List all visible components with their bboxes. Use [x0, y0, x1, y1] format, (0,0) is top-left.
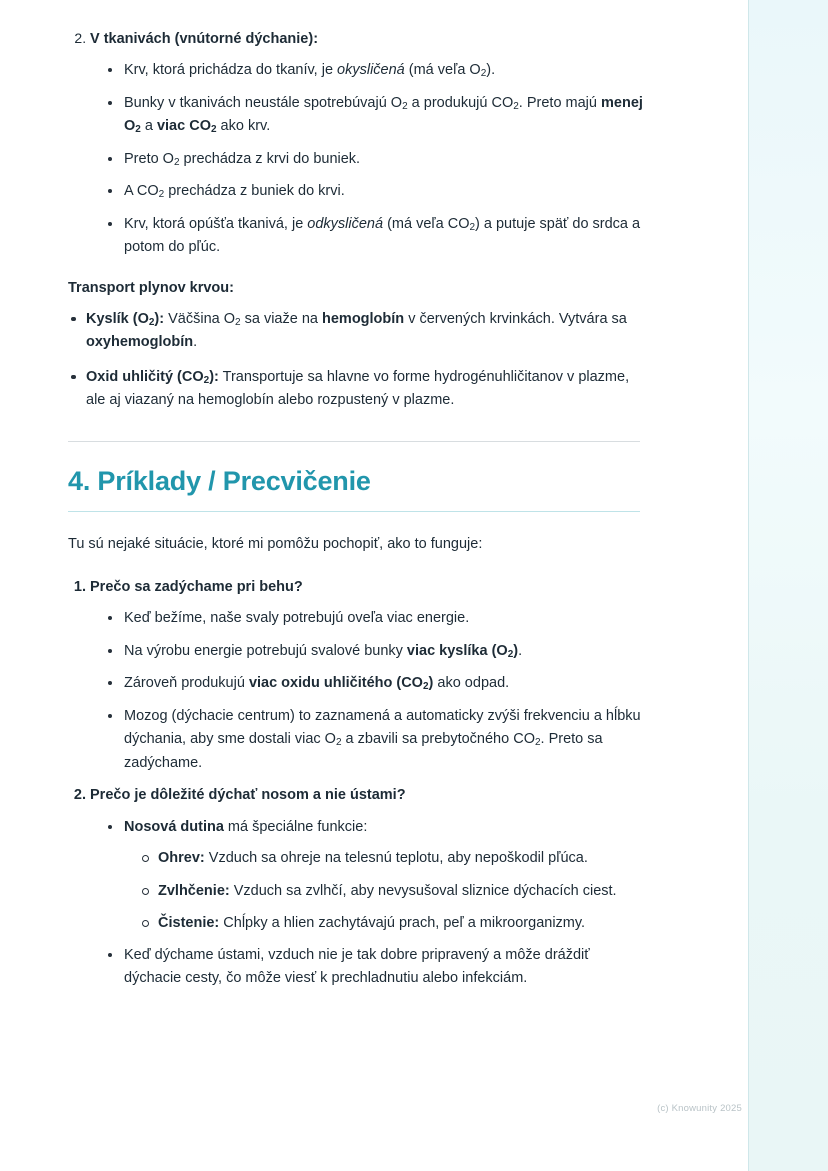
page-side-gradient [748, 0, 828, 1171]
text-run: . Preto sa zadýchame. [124, 731, 603, 771]
text-run: . [193, 334, 198, 351]
copyright-note: (c) Knowunity 2025 [657, 1103, 742, 1114]
text-run: 2 [480, 68, 487, 80]
example-item [90, 784, 648, 990]
text-run: okysličená [337, 62, 405, 79]
text-run: v červených krvinkách. Vytvára sa [404, 310, 627, 327]
text-run: 2 [534, 737, 541, 749]
text-run: 2 [235, 316, 241, 328]
text-run: 2 [422, 681, 429, 693]
text-run: Ohrev: [158, 850, 205, 867]
text-run: Na výrobu energie potrebujú svalové bunky [124, 642, 407, 659]
example-bullet-list [90, 816, 648, 991]
text-run: A CO [124, 183, 159, 200]
list-item [108, 180, 648, 203]
text-run: ) a putuje späť do srdca a potom do pľúc. [124, 215, 641, 256]
text-run: (má veľa CO [383, 215, 470, 232]
text-run: Čistenie: [158, 914, 220, 931]
text-run: 2 [469, 221, 476, 233]
text-run: 2 [203, 374, 210, 386]
text-run: Vzduch sa ohreje na telesnú teplotu, aby nepoškodil pľúca. [204, 850, 588, 867]
text-run: prechádza z buniek do krvi. [164, 183, 345, 200]
text-run: . [518, 642, 523, 659]
list-item [108, 148, 648, 171]
list-item [68, 308, 648, 355]
text-run: hemoglobín [322, 310, 405, 327]
text-run: viac kyslíka (O [406, 642, 508, 659]
example-title: Prečo je dôležité dýchať nosom a nie ústami? [90, 787, 406, 804]
text-run: 2 [335, 737, 342, 749]
list-item [108, 59, 648, 82]
text-run: 2 [402, 100, 408, 112]
text-run: Nosová dutina [124, 818, 224, 835]
text-run: 2 [173, 156, 180, 168]
text-run: 2 [135, 124, 141, 136]
text-run: sa viaže na [240, 310, 322, 327]
nested-bullet-list [124, 847, 648, 935]
text-run: Mozog (dýchacie centrum) to zaznamená a automaticky zvýši frekvenciu a hĺbku dýchania, aby sme dostali viac O [124, 707, 641, 748]
nested-list-item [142, 847, 648, 870]
text-run: má špeciálne funkcie: [223, 818, 368, 835]
list-item [108, 672, 648, 695]
text-run: Chĺpky a hlien zachytávajú prach, peľ a mikroorganizmy. [219, 914, 586, 931]
text-run: Zároveň produkujú [124, 675, 249, 692]
list-item [108, 640, 648, 663]
list-item [108, 213, 648, 260]
text-run: Zvlhčenie: [158, 882, 230, 899]
text-run: Oxid uhličitý (CO [86, 368, 204, 385]
examples-list [68, 576, 648, 991]
tissue-bullet-list [90, 59, 648, 259]
text-run: prechádza z krvi do buniek. [179, 150, 361, 167]
text-run: viac CO [156, 118, 211, 135]
text-run: 2 [210, 124, 217, 136]
nested-list-item [142, 912, 648, 935]
section-divider [68, 441, 640, 442]
text-run: menej O [124, 94, 643, 135]
text-run: Väčšina O [164, 310, 236, 327]
text-run: Transportuje sa hlavne vo forme hydrogénuhličitanov v plazme, ale aj viazaný na hemoglobín alebo rozpustený v plazme. [86, 368, 630, 409]
page-side-divider [748, 0, 749, 1171]
list-item [68, 366, 648, 413]
text-run: viac oxidu uhličitého (CO [248, 675, 423, 692]
document-content [68, 28, 648, 1000]
text-run: ). [486, 62, 496, 79]
list-item [108, 92, 648, 139]
text-run: ako krv. [216, 118, 271, 135]
example-title: Prečo sa zadýchame pri behu? [90, 578, 303, 595]
text-run: (má veľa O [404, 62, 481, 79]
list-item [108, 607, 648, 630]
text-run: 2 [158, 189, 165, 201]
text-run: Krv, ktorá opúšťa tkanivá, je [124, 215, 308, 232]
text-run: ako odpad. [433, 675, 510, 692]
transport-list [68, 308, 648, 413]
text-run: ): [154, 310, 165, 327]
text-run: Bunky v tkanivách neustále spotrebúvajú O [124, 94, 403, 111]
text-run: Vzduch sa zvlhčí, aby nevysušoval sliznice dýchacích ciest. [229, 882, 617, 899]
text-run: ): [209, 368, 219, 385]
text-run: ) [428, 675, 434, 692]
text-run: Kyslík (O [86, 310, 149, 327]
text-run: a [140, 118, 157, 135]
text-run: a zbavili sa prebytočného CO [341, 731, 535, 748]
examples-intro: Tu sú nejaké situácie, ktoré mi pomôžu pochopiť, ako to funguje: [68, 535, 483, 552]
text-run: 2 [148, 316, 155, 328]
text-run: 2 [507, 648, 514, 660]
page-title: 4. Príklady / Precvičenie [68, 465, 371, 496]
text-run: odkysličená [307, 215, 384, 232]
text-run: ) [513, 642, 519, 659]
text-run: a produkujú CO [407, 94, 514, 111]
transport-label: Transport plynov krvou: [68, 279, 234, 296]
nested-list-item [142, 880, 648, 903]
text-run: 2 [513, 100, 519, 112]
list-item [108, 816, 648, 935]
example-bullet-list [90, 607, 648, 775]
tissue-section-list [68, 28, 648, 260]
list-item [108, 944, 648, 991]
text-run: Preto O [124, 150, 174, 167]
text-run: oxyhemoglobín [86, 334, 194, 351]
tissue-section-title: V tkanivách (vnútorné dýchanie): [90, 31, 319, 47]
example-item [90, 576, 648, 775]
tissue-section-item [90, 28, 648, 260]
text-run: Keď dýchame ústami, vzduch nie je tak dobre pripravený a môže dráždiť dýchacie cesty, čo môže viesť k prechladnutiu alebo infekciám. [124, 946, 590, 987]
text-run: . Preto majú [518, 94, 601, 111]
text-run: Keď bežíme, naše svaly potrebujú oveľa viac energie. [124, 610, 470, 627]
text-run: Krv, ktorá prichádza do tkanív, je [124, 62, 338, 79]
heading-underline [68, 511, 640, 512]
list-item [108, 705, 648, 775]
